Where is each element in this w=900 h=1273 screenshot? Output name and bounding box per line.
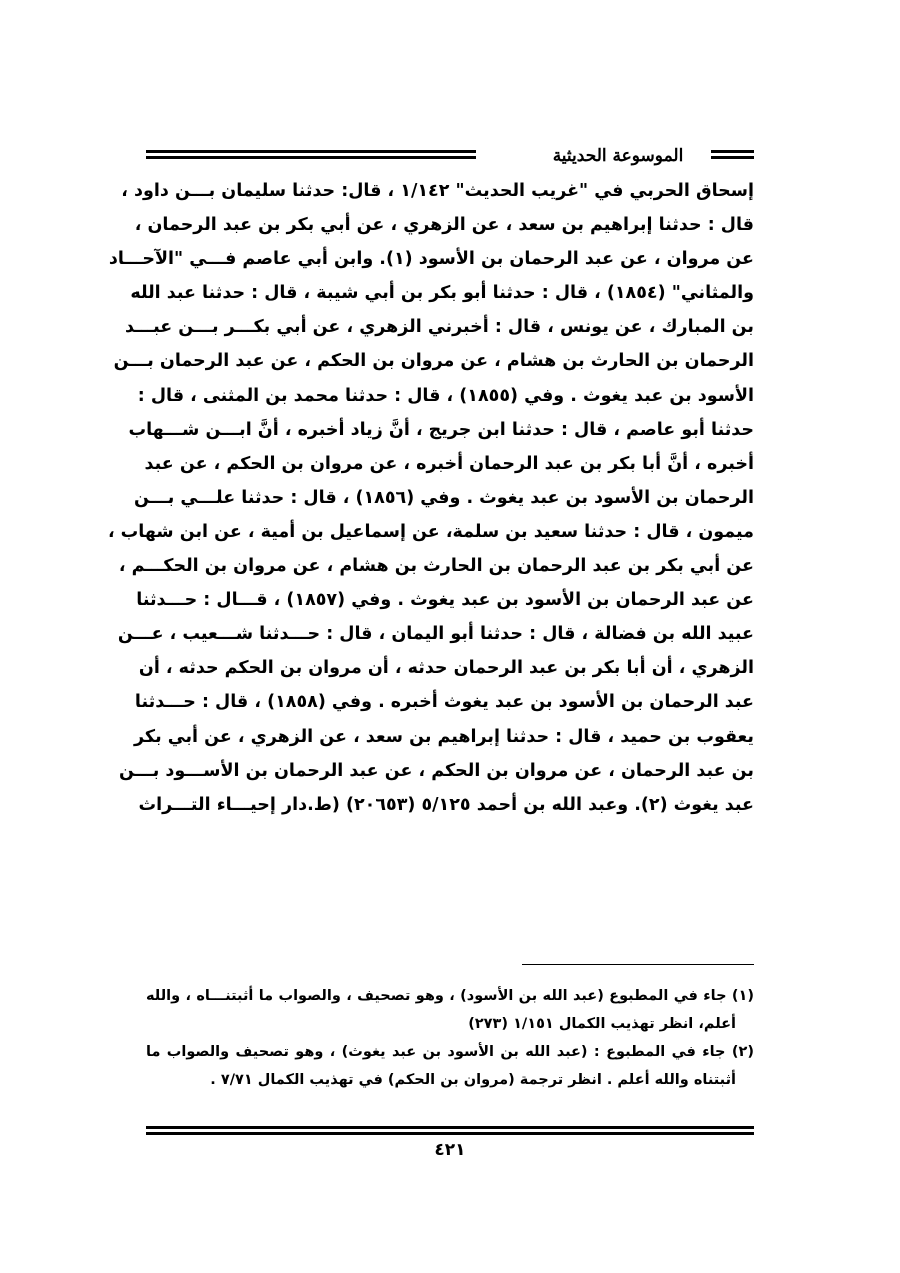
body-text xyxy=(107,174,754,822)
body-line: الرحمان بن الحارث بن هشام ، عن مروان بن الحكم ، عن عبد الرحمان بـــن xyxy=(113,351,754,372)
header-rule-left xyxy=(146,150,476,159)
body-line: ميمون ، قال : حدثنا سعيد بن سلمة، عن إسماعيل بن أمية ، عن ابن شهاب ، xyxy=(107,521,754,542)
bottom-rule xyxy=(146,1126,754,1135)
footnote-separator xyxy=(522,964,754,965)
header-title: الموسوعة الحديثية xyxy=(552,146,684,166)
body-line: عبد يغوث (٢). وعبد الله بن أحمد ٥/١٢٥ (٢٠٦٥٣) (ط.دار إحيـــاء التـــراث xyxy=(138,794,754,815)
document-page xyxy=(107,0,754,1273)
body-line: الرحمان بن الأسود بن عبد يغوث . وفي (١٨٥٦) ، قال : حدثنا علـــي بـــن xyxy=(134,487,754,508)
body-line: عن أبي بكر بن عبد الرحمان بن الحارث بن هشام ، عن مروان بن الحكـــم ، xyxy=(118,556,754,577)
body-line: حدثنا أبو عاصم ، قال : حدثنا ابن جريج ، أنَّ زياد أخبره ، أنَّ ابـــن شـــهاب xyxy=(128,419,754,440)
body-line: عبيد الله بن فضالة ، قال : حدثنا أبو اليمان ، قال : حـــدثنا شـــعيب ، عـــن xyxy=(117,624,754,645)
body-line: أخبره ، أنَّ أبا بكر بن عبد الرحمان أخبره ، عن مروان بن الحكم ، عن عبد xyxy=(144,453,754,474)
body-line: قال : حدثنا إبراهيم بن سعد ، عن الزهري ، عن أبي بكر بن عبد الرحمان ، xyxy=(134,215,754,236)
body-line: بن عبد الرحمان ، عن مروان بن الحكم ، عن عبد الرحمان بن الأســـود بـــن xyxy=(119,760,754,781)
footnote-2-line: أثبتناه والله أعلم . انظر ترجمة (مروان بن الحكم) في تهذيب الكمال ٧/٧١ . xyxy=(210,1072,736,1088)
footnote-2-line: (٢) جاء في المطبوع : (عبد الله بن الأسود بن عبد يغوث) ، وهو تصحيف والصواب ما xyxy=(146,1044,754,1060)
page-number: ٤٢١ xyxy=(434,1140,466,1160)
body-line: والمثاني" (١٨٥٤) ، قال : حدثنا أبو بكر بن أبي شيبة ، قال : حدثنا عبد الله xyxy=(130,283,754,304)
body-line: عن عبد الرحمان بن الأسود بن عبد يغوث . وفي (١٨٥٧) ، قـــال : حـــدثنا xyxy=(136,590,754,611)
body-line: عن مروان ، عن عبد الرحمان بن الأسود (١). وابن أبي عاصم فـــي "الآحـــاد xyxy=(108,249,754,270)
footnote-1-line: أعلم، انظر تهذيب الكمال ١/١٥١ (٢٧٣) xyxy=(468,1016,736,1032)
body-line: الأسود بن عبد يغوث . وفي (١٨٥٥) ، قال : حدثنا محمد بن المثنى ، قال : xyxy=(137,385,754,406)
running-header xyxy=(146,143,754,173)
body-line: الزهري ، أن أبا بكر بن عبد الرحمان حدثه ، أن مروان بن الحكم حدثه ، أن xyxy=(138,658,754,679)
footnotes xyxy=(146,982,754,1094)
body-line: بن المبارك ، عن يونس ، قال : أخبرني الزهري ، عن أبي بكـــر بـــن عبـــد xyxy=(125,317,754,338)
body-line: عبد الرحمان بن الأسود بن عبد يغوث أخبره . وفي (١٨٥٨) ، قال : حـــدثنا xyxy=(134,692,754,713)
body-line: إسحاق الحربي في "غريب الحديث" ١/١٤٢ ، قال: حدثنا سليمان بـــن داود ، xyxy=(121,181,754,201)
footnote-1-line: (١) جاء في المطبوع (عبد الله بن الأسود) ، وهو تصحيف ، والصواب ما أثبتنـــاه ، والله xyxy=(146,988,754,1004)
body-line: يعقوب بن حميد ، قال : حدثنا إبراهيم بن سعد ، عن الزهري ، عن أبي بكر xyxy=(134,726,754,747)
